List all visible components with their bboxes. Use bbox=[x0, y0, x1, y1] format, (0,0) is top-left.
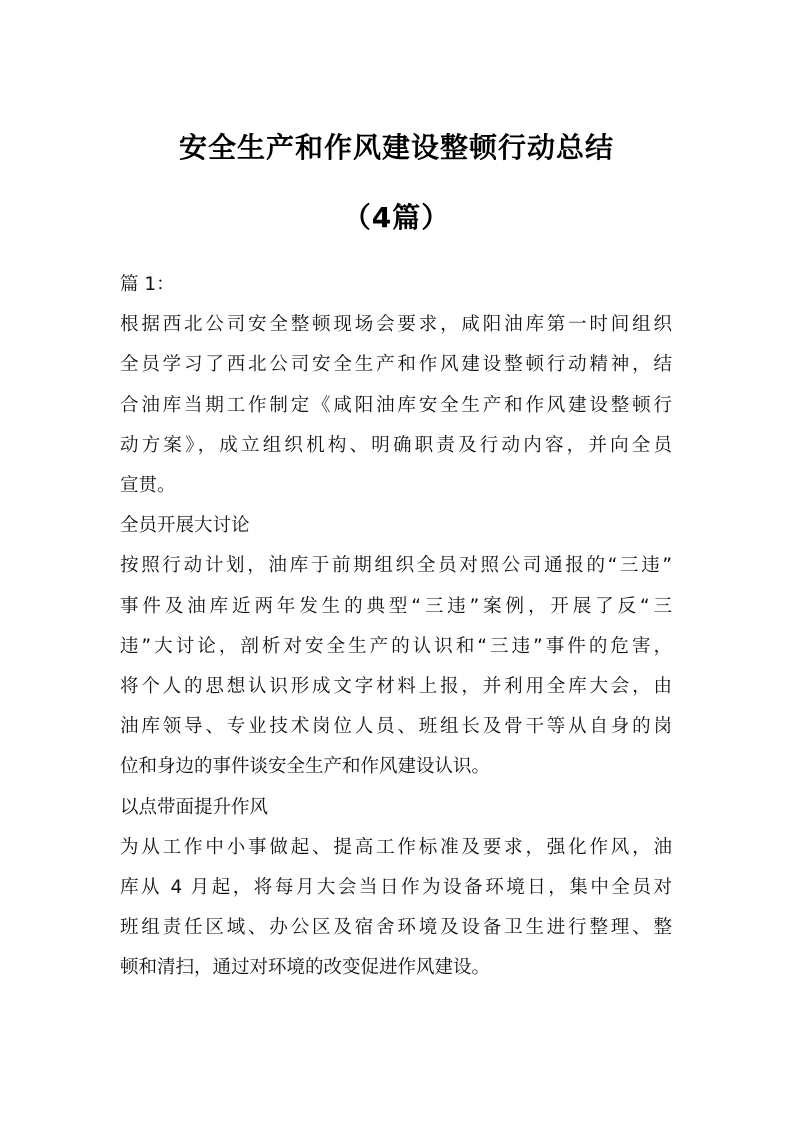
body-line: 动方案》，成立组织机构、明确职责及行动内容，并向全员 bbox=[120, 434, 672, 456]
body-line: 为从工作中小事做起、提高工作标准及要求，强化作风，油 bbox=[120, 836, 672, 858]
body-line: 根据西北公司安全整顿现场会要求，咸阳油库第一时间组织 bbox=[120, 314, 672, 336]
body-line: 以点带面提升作风 bbox=[120, 796, 269, 818]
body-line: 合油库当期工作制定《咸阳油库安全生产和作风建设整顿行 bbox=[120, 394, 672, 416]
body-line: 顿和清扫，通过对环境的改变促进作风建设。 bbox=[120, 957, 491, 979]
body-line: 全员学习了西北公司安全生产和作风建设整顿行动精神，结 bbox=[120, 354, 672, 376]
document-subtitle: （4篇） bbox=[342, 201, 451, 234]
body-line: 事件及油库近两年发生的典型“三违”案例，开展了反“三 bbox=[120, 595, 672, 617]
body-line: 篇 1： bbox=[120, 274, 175, 295]
document-title: 安全生产和作风建设整顿行动总结 bbox=[178, 131, 614, 164]
body-line: 油库领导、专业技术岗位人员、班组长及骨干等从自身的岗 bbox=[120, 716, 672, 738]
body-line: 按照行动计划，油库于前期组织全员对照公司通报的“三违” bbox=[120, 555, 672, 577]
body-line: 班组责任区域、办公区及宿舍环境及设备卫生进行整理、整 bbox=[120, 917, 672, 939]
body-line: 将个人的思想认识形成文字材料上报，并利用全库大会，由 bbox=[120, 676, 672, 697]
body-line: 违”大讨论，剖析对安全生产的认识和“三违”事件的危害， bbox=[120, 635, 672, 657]
body-line: 宣贯。 bbox=[120, 475, 176, 496]
body-line: 位和身边的事件谈安全生产和作风建设认识。 bbox=[120, 756, 491, 778]
body-line: 库从 4 月起，将每月大会当日作为设备环境日，集中全员对 bbox=[120, 877, 672, 898]
body-line: 全员开展大讨论 bbox=[120, 515, 250, 537]
